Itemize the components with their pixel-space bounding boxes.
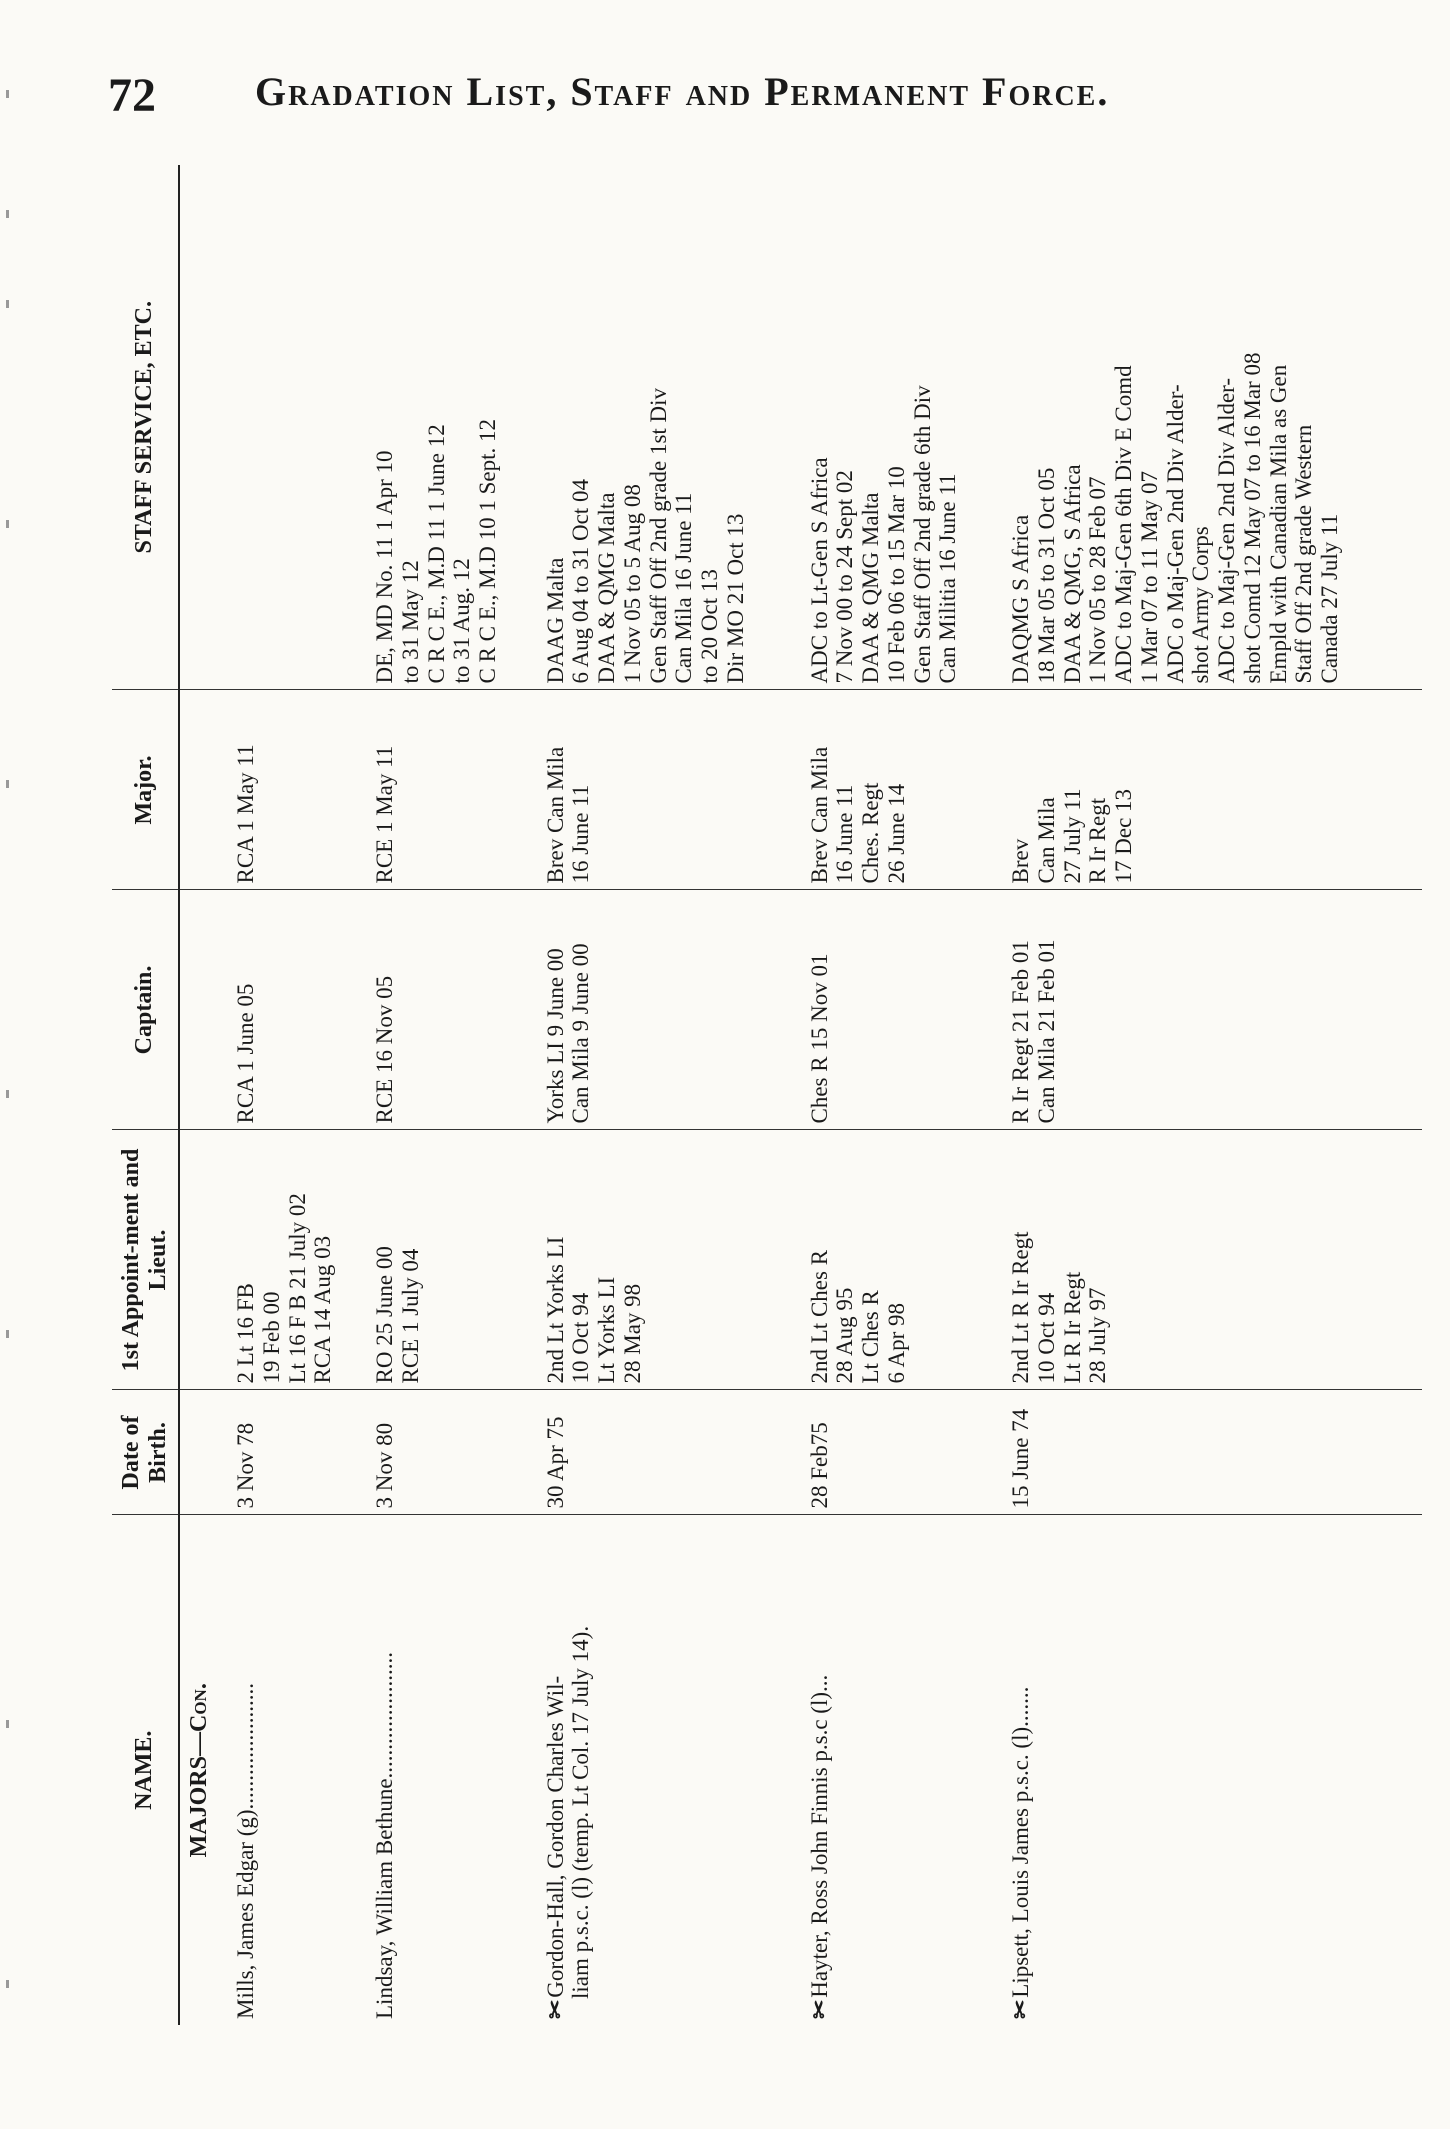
- section-heading: MAJORS—Con.: [185, 1683, 212, 1858]
- staff-service-line: DAA & QMG Malta: [594, 492, 620, 684]
- staff-service-line: DAAG Malta: [542, 557, 568, 684]
- cell-staff-service: [537, 165, 801, 690]
- gradation-table-rotated: [112, 165, 1422, 2025]
- staff-service-line: C R C E., M.D 11 1 June 12: [423, 424, 449, 684]
- table-row: [801, 165, 1003, 2025]
- cell-major: [366, 690, 536, 890]
- cell-first-appointment: [801, 1130, 1003, 1390]
- appointment-line: Lt Ches R: [858, 1290, 884, 1384]
- officer-name-line: Lindsay, William Bethune......................: [372, 1651, 398, 2019]
- cell-dob: [1002, 1390, 1422, 1515]
- appointment-line: 28 Aug 95: [832, 1287, 858, 1384]
- cell-major: [801, 690, 1003, 890]
- cell-major: [227, 690, 366, 890]
- cell-dob: [801, 1390, 1003, 1515]
- section-row: [179, 165, 227, 2025]
- cell-captain: [366, 890, 536, 1130]
- staff-service-line: DAQMG S Africa: [1008, 514, 1034, 684]
- staff-service-line: Dir MO 21 Oct 13: [722, 513, 748, 684]
- appointment-line: 19 Feb 00: [258, 1291, 284, 1384]
- cell-first-appointment: [366, 1130, 536, 1390]
- staff-service-line: shot Army Corps: [1188, 526, 1214, 684]
- crossed-swords-icon: ✂: [542, 1999, 568, 2019]
- staff-service-line: DAA & QMG, S Africa: [1059, 464, 1085, 684]
- date-of-birth: 30 Apr 75: [542, 1416, 568, 1509]
- major-line: 26 June 14: [883, 783, 909, 884]
- cell-staff-service: [227, 165, 366, 690]
- cell-captain: [801, 890, 1003, 1130]
- cell-dob: [366, 1390, 536, 1515]
- appointment-line: 2 Lt 16 FB: [233, 1283, 259, 1384]
- staff-service-line: to 31 Aug. 12: [449, 558, 475, 684]
- crossed-swords-icon: ✂: [1008, 1999, 1034, 2019]
- cell-staff-service: [366, 165, 536, 690]
- staff-service-line: Staff Off 2nd grade Western: [1291, 424, 1317, 684]
- cell-dob: [537, 1390, 801, 1515]
- table-row: [537, 165, 801, 2025]
- cell-name: [1002, 1515, 1422, 2025]
- table-body: [179, 165, 1422, 2025]
- cell-captain: [537, 890, 801, 1130]
- col-header-name: NAME.: [112, 1515, 179, 2025]
- col-header-first-appointment: 1st Appoint-ment and Lieut.: [112, 1130, 179, 1390]
- staff-service-line: DAA & QMG Malta: [858, 492, 884, 684]
- date-of-birth: 3 Nov 78: [233, 1422, 259, 1509]
- appointment-line: 10 Oct 94: [568, 1292, 594, 1384]
- major-line: Brev Can Mila: [806, 746, 832, 884]
- cell-name: [366, 1515, 536, 2025]
- table-row: [366, 165, 536, 2025]
- staff-service-line: 1 Nov 05 to 5 Aug 08: [619, 484, 645, 684]
- staff-service-line: Empld with Canadian Mila as Gen: [1265, 364, 1291, 684]
- staff-service-line: Can Militia 16 June 11: [935, 473, 961, 684]
- staff-service-line: to 20 Oct 13: [697, 569, 723, 684]
- appointment-line: 2nd Lt R Ir Regt: [1008, 1231, 1034, 1384]
- appointment-line: 28 July 97: [1085, 1287, 1111, 1384]
- major-line: 16 June 11: [832, 784, 858, 884]
- appointment-line: 6 Apr 98: [883, 1303, 909, 1384]
- running-title: Gradation List, Staff and Permanent Force.: [255, 69, 1110, 114]
- table-row: [227, 165, 366, 2025]
- major-line: Brev: [1008, 838, 1034, 884]
- staff-service-line: 10 Feb 06 to 15 Mar 10: [883, 466, 909, 684]
- captain-line: Ches R 15 Nov 01: [806, 953, 832, 1124]
- page-header: [0, 62, 1450, 142]
- captain-line: Can Mila 21 Feb 01: [1033, 939, 1059, 1124]
- major-line: 17 Dec 13: [1111, 788, 1137, 884]
- col-header-captain: Captain.: [112, 890, 179, 1130]
- appointment-line: 10 Oct 94: [1033, 1292, 1059, 1384]
- staff-service-line: 6 Aug 04 to 31 Oct 04: [568, 479, 594, 684]
- staff-service-line: ADC o Maj-Gen 2nd Div Alder-: [1162, 384, 1188, 684]
- col-header-dob: Date of Birth.: [112, 1390, 179, 1515]
- col-header-staff-service: STAFF SERVICE, ETC.: [112, 165, 179, 690]
- crossed-swords-icon: ✂: [806, 1999, 832, 2019]
- staff-service-line: Can Mila 16 June 11: [671, 492, 697, 684]
- appointment-line: Lt Yorks LI: [594, 1276, 620, 1384]
- appointment-line: Lt R Ir Regt: [1059, 1271, 1085, 1384]
- officer-name-line: Hayter, Ross John Finnis p.s.c (l)...: [806, 1674, 832, 1998]
- cell-staff-service: [1002, 165, 1422, 690]
- major-line: RCE 1 May 11: [372, 745, 398, 884]
- cell-first-appointment: [227, 1130, 366, 1390]
- staff-service-line: shot Comd 12 May 07 to 16 Mar 08: [1239, 352, 1265, 684]
- appointment-line: 2nd Lt Ches R: [806, 1249, 832, 1384]
- captain-line: Can Mila 9 June 00: [568, 943, 594, 1124]
- staff-service-line: DE, MD No. 11 1 Apr 10: [372, 450, 398, 684]
- staff-service-line: ADC to Lt-Gen S Africa: [806, 457, 832, 684]
- page-edge-marks: [0, 0, 20, 2129]
- officer-name-line: Gordon-Hall, Gordon Charles Wil-: [542, 1675, 568, 1998]
- appointment-line: RCE 1 July 04: [397, 1248, 423, 1384]
- major-line: 27 July 11: [1059, 788, 1085, 884]
- cell-first-appointment: [537, 1130, 801, 1390]
- table-row: [1002, 165, 1422, 2025]
- captain-line: Yorks LI 9 June 00: [542, 948, 568, 1124]
- appointment-line: 2nd Lt Yorks LI: [542, 1236, 568, 1384]
- cell-major: [537, 690, 801, 890]
- cell-captain: [1002, 890, 1422, 1130]
- staff-service-line: 7 Nov 00 to 24 Sept 02: [832, 470, 858, 684]
- officer-name-line: Mills, James Edgar (g)......................: [233, 1682, 259, 2019]
- staff-service-line: 18 Mar 05 to 31 Oct 05: [1033, 467, 1059, 684]
- cell-major: [1002, 690, 1422, 890]
- major-line: 16 June 11: [568, 784, 594, 884]
- appointment-line: Lt 16 F B 21 July 02: [284, 1193, 310, 1384]
- cell-first-appointment: [1002, 1130, 1422, 1390]
- staff-service-line: 1 Nov 05 to 28 Feb 07: [1085, 476, 1111, 684]
- staff-service-line: C R C E., M.D 10 1 Sept. 12: [475, 418, 501, 684]
- officer-name-line: liam p.s.c. (l) (temp. Lt Col. 17 July 14).: [568, 1625, 594, 1999]
- major-line: Ches. Regt: [858, 782, 884, 884]
- cell-name: [227, 1515, 366, 2025]
- captain-line: RCE 16 Nov 05: [372, 975, 398, 1124]
- major-line: RCA 1 May 11: [233, 744, 259, 884]
- date-of-birth: 3 Nov 80: [372, 1422, 398, 1509]
- cell-staff-service: [801, 165, 1003, 690]
- date-of-birth: 28 Feb75: [806, 1422, 832, 1509]
- staff-service-line: Gen Staff Off 2nd grade 1st Div: [645, 387, 671, 684]
- appointment-line: 28 May 98: [619, 1283, 645, 1384]
- major-line: Brev Can Mila: [542, 746, 568, 884]
- major-line: R Ir Regt: [1085, 797, 1111, 884]
- staff-service-line: to 31 May 12: [397, 560, 423, 684]
- staff-service-line: ADC to Maj-Gen 6th Div E Comd: [1111, 365, 1137, 684]
- staff-service-line: Canada 27 July 11: [1317, 513, 1343, 684]
- table-header-row: [112, 165, 179, 2025]
- cell-name: [537, 1515, 801, 2025]
- gradation-table: [112, 165, 1422, 2025]
- col-header-major: Major.: [112, 690, 179, 890]
- staff-service-line: ADC to Maj-Gen 2nd Div Alder-: [1214, 377, 1240, 684]
- page-number: 72: [108, 69, 156, 122]
- major-line: Can Mila: [1033, 797, 1059, 884]
- captain-line: R Ir Regt 21 Feb 01: [1008, 940, 1034, 1124]
- staff-service-line: Gen Staff Off 2nd grade 6th Div: [909, 385, 935, 684]
- staff-service-line: 1 Mar 07 to 11 May 07: [1136, 470, 1162, 684]
- captain-line: RCA 1 June 05: [233, 983, 259, 1124]
- cell-captain: [227, 890, 366, 1130]
- date-of-birth: 15 June 74: [1008, 1408, 1034, 1509]
- appointment-line: RO 25 June 00: [372, 1246, 398, 1384]
- cell-name: [801, 1515, 1003, 2025]
- cell-dob: [227, 1390, 366, 1515]
- officer-name-line: Lipsett, Louis James p.s.c. (l).......: [1008, 1686, 1034, 1998]
- section-heading-cell: [179, 1515, 227, 2025]
- appointment-line: RCA 14 Aug 03: [310, 1235, 336, 1384]
